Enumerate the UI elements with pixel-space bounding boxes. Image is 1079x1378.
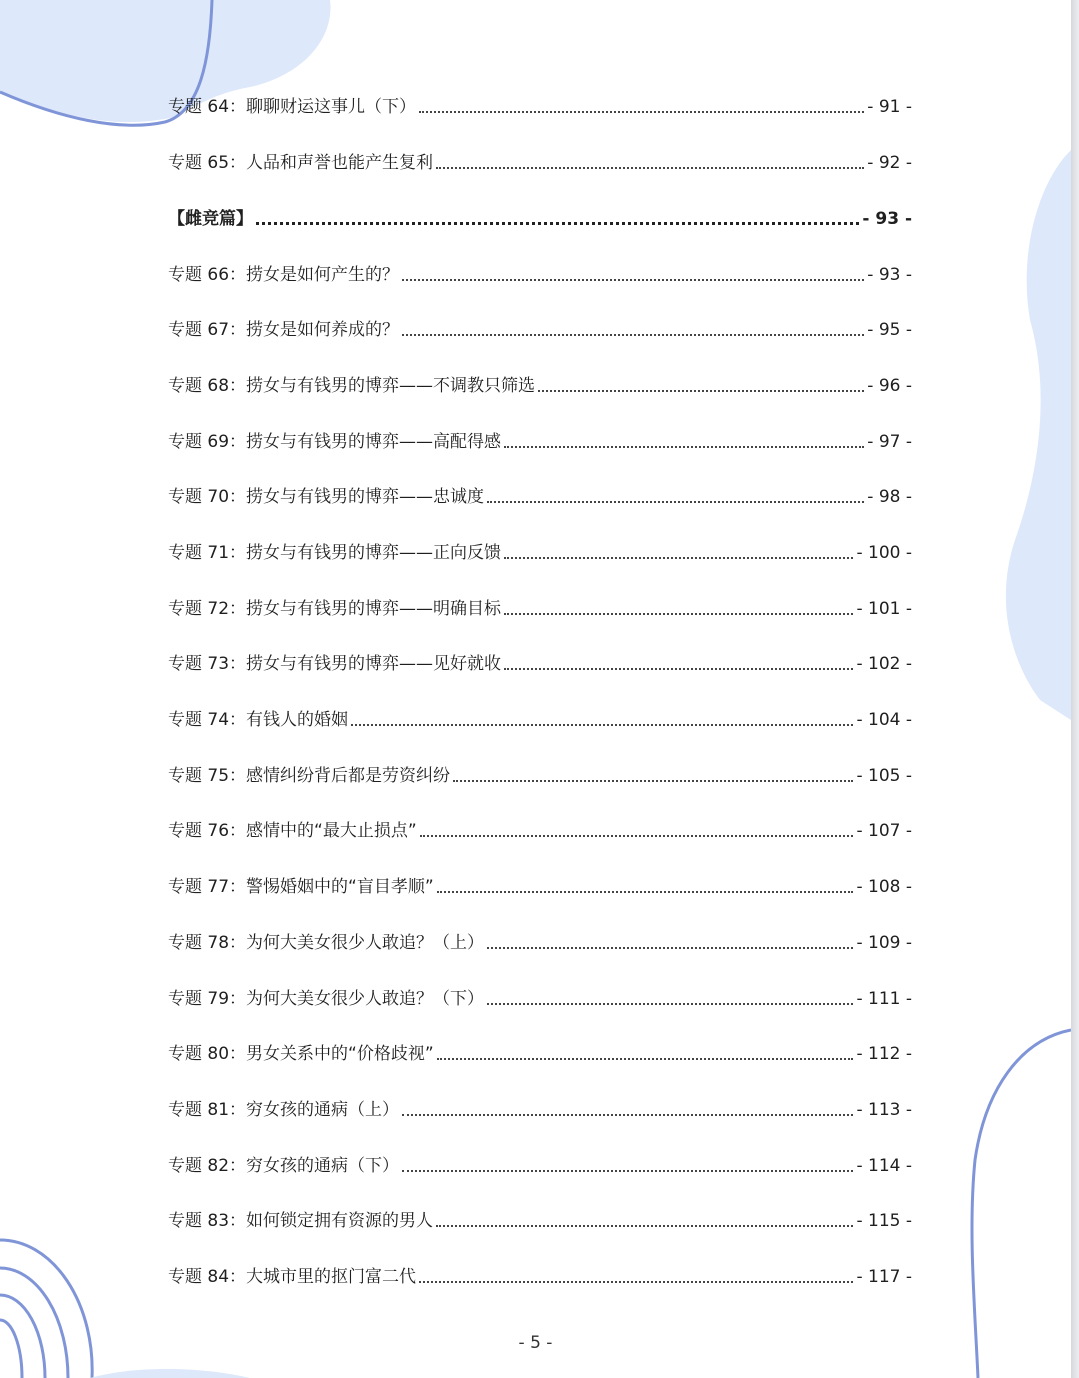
toc-entry-title: 专题 76：感情中的“最大止损点”: [168, 821, 417, 841]
toc-entry-page: - 96 -: [867, 376, 912, 396]
toc-entry[interactable]: [168, 1258, 912, 1288]
toc-leader-dots: [419, 1281, 853, 1283]
toc-entry-title: 专题 79：为何大美女很少人敢追？（下）: [168, 989, 485, 1009]
toc-entry[interactable]: [168, 980, 912, 1010]
toc-leader-dots: [420, 835, 854, 837]
toc-leader-dots: [504, 446, 864, 448]
toc-entry-page: - 117 -: [856, 1267, 912, 1287]
toc-entry-page: - 115 -: [856, 1211, 912, 1231]
toc-leader-dots: [436, 167, 864, 169]
toc-entry-page: - 100 -: [856, 543, 912, 563]
toc-leader-dots: [538, 390, 864, 392]
toc-entry[interactable]: [168, 367, 912, 397]
toc-leader-dots: [504, 557, 853, 559]
toc-entry-page: - 92 -: [867, 153, 912, 173]
toc-entry[interactable]: [168, 478, 912, 508]
toc-entry-title: 专题 82：穷女孩的通病（下）: [168, 1156, 400, 1176]
toc-entry-page: - 107 -: [856, 821, 912, 841]
toc-leader-dots: [419, 111, 864, 113]
toc-leader-dots: [256, 222, 859, 225]
toc-entry-title: 专题 81：穷女孩的通病（上）: [168, 1100, 400, 1120]
toc-entry[interactable]: [168, 88, 912, 118]
toc-entry-title: 专题 78：为何大美女很少人敢追？（上）: [168, 933, 485, 953]
toc-entry-title: 专题 71：捞女与有钱男的博弈——正向反馈: [168, 543, 502, 563]
toc-entry-page: - 112 -: [856, 1044, 912, 1064]
toc-entry-page: - 91 -: [867, 97, 912, 117]
toc-entry-title: 专题 72：捞女与有钱男的博弈——明确目标: [168, 599, 502, 619]
toc-entry-page: - 104 -: [856, 710, 912, 730]
toc-entry-title: 专题 65：人品和声誉也能产生复利: [168, 153, 434, 173]
toc-entry-page: - 109 -: [856, 933, 912, 953]
toc-leader-dots: [402, 1170, 853, 1172]
toc-entry-title: 专题 83：如何锁定拥有资源的男人: [168, 1211, 434, 1231]
toc-entry[interactable]: [168, 423, 912, 453]
toc-entry[interactable]: [168, 1147, 912, 1177]
toc-entry-page: - 95 -: [867, 320, 912, 340]
toc-entry-title: 专题 70：捞女与有钱男的博弈——忠诚度: [168, 487, 485, 507]
toc-leader-dots: [402, 1114, 853, 1116]
toc-entry[interactable]: [168, 812, 912, 842]
toc-entry[interactable]: [168, 1035, 912, 1065]
toc-entry[interactable]: [168, 256, 912, 286]
toc-entry[interactable]: [168, 868, 912, 898]
toc-entry-title: 专题 64：聊聊财运这事儿（下）: [168, 97, 417, 117]
toc-leader-dots: [504, 613, 853, 615]
toc-entry-title: 专题 69：捞女与有钱男的博弈——高配得感: [168, 432, 502, 452]
toc-entry-page: - 101 -: [856, 599, 912, 619]
toc-leader-dots: [437, 891, 854, 893]
toc-leader-dots: [402, 334, 864, 336]
toc-entry-page: - 108 -: [856, 877, 912, 897]
toc-leader-dots: [504, 668, 853, 670]
toc-entry-page: - 114 -: [856, 1156, 912, 1176]
toc-entry-page: - 113 -: [856, 1100, 912, 1120]
toc-leader-dots: [402, 279, 864, 281]
toc-entry[interactable]: [168, 1202, 912, 1232]
toc-entry[interactable]: [168, 701, 912, 731]
toc-entry-page: - 98 -: [867, 487, 912, 507]
toc-entry-title: 专题 77：警惕婚姻中的“盲目孝顺”: [168, 877, 434, 897]
toc-entry[interactable]: [168, 534, 912, 564]
toc-entry-page: - 105 -: [856, 766, 912, 786]
toc-entry-title: 专题 66：捞女是如何产生的？: [168, 265, 400, 285]
toc-entry[interactable]: [168, 1091, 912, 1121]
toc-entry[interactable]: [168, 311, 912, 341]
toc-entry[interactable]: [168, 757, 912, 787]
toc-leader-dots: [487, 1003, 853, 1005]
toc-entry[interactable]: [168, 144, 912, 174]
toc-entry-page: - 102 -: [856, 654, 912, 674]
toc-leader-dots: [437, 1058, 854, 1060]
toc-leader-dots: [436, 1225, 853, 1227]
toc-entry-title: 专题 84：大城市里的抠门富二代: [168, 1267, 417, 1287]
toc-entry-title: 专题 68：捞女与有钱男的博弈——不调教只筛选: [168, 376, 536, 396]
toc-entry[interactable]: [168, 590, 912, 620]
toc-entry-title: 专题 75：感情纠纷背后都是劳资纠纷: [168, 766, 451, 786]
toc-leader-dots: [487, 947, 853, 949]
toc-entry[interactable]: [168, 924, 912, 954]
toc-leader-dots: [351, 724, 853, 726]
toc-entry-title: 专题 67：捞女是如何养成的？: [168, 320, 400, 340]
toc-section-page: - 93 -: [862, 209, 912, 229]
toc-entry[interactable]: [168, 645, 912, 675]
toc-entry-page: - 97 -: [867, 432, 912, 452]
toc-leader-dots: [487, 501, 864, 503]
toc-leader-dots: [453, 780, 853, 782]
toc-entry-page: - 93 -: [867, 265, 912, 285]
toc-entry-title: 专题 80：男女关系中的“价格歧视”: [168, 1044, 434, 1064]
page-number: - 5 -: [518, 1333, 553, 1353]
page-edge-shadow: [1071, 0, 1079, 1378]
toc-section-entry[interactable]: [168, 200, 912, 230]
toc-section-title: 【雌竞篇】: [168, 209, 253, 229]
toc-entry-title: 专题 73：捞女与有钱男的博弈——见好就收: [168, 654, 502, 674]
toc-entry-page: - 111 -: [856, 989, 912, 1009]
toc-entry-title: 专题 74：有钱人的婚姻: [168, 710, 349, 730]
